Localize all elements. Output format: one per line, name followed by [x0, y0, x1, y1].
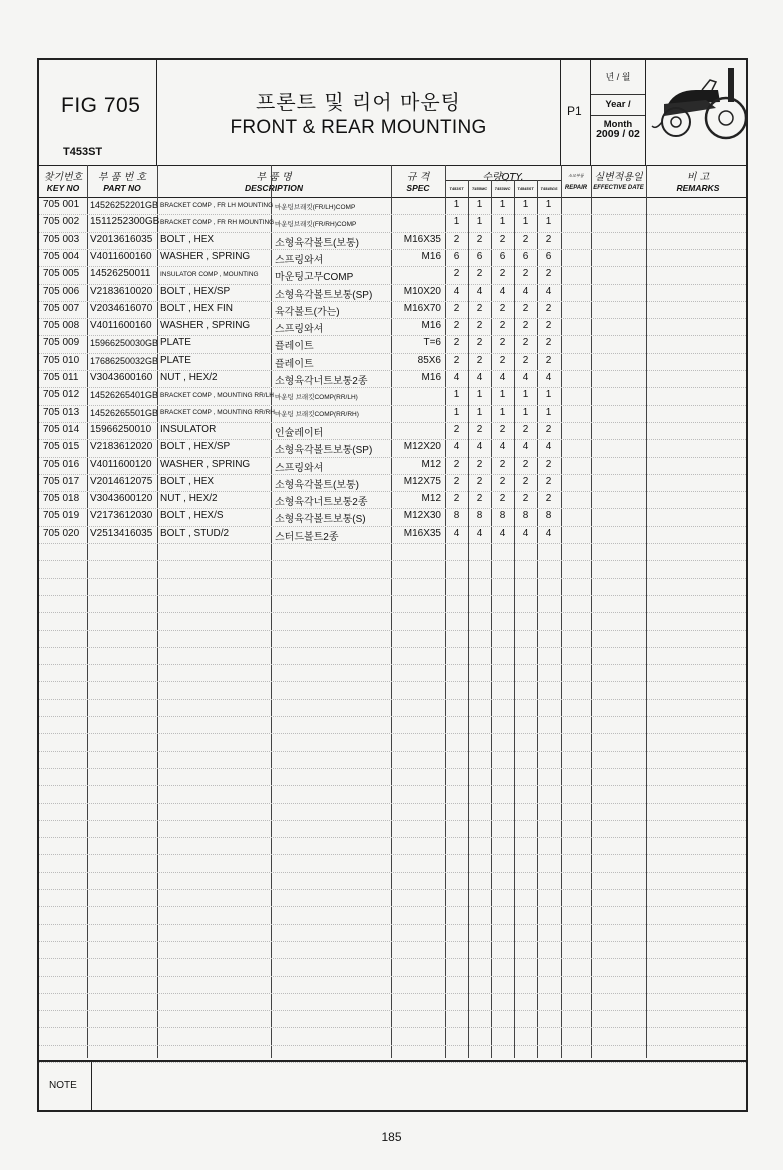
qty-value: 2 [522, 302, 529, 314]
qty-value: 2 [545, 493, 552, 505]
col-eff-en: EFFECTIVE DATE [593, 185, 644, 191]
page-number: 185 [381, 1130, 402, 1144]
part-no: 17686250032GB [90, 355, 159, 366]
qty-value: 2 [499, 268, 506, 280]
key-no: 705 018 [43, 493, 80, 505]
qty-value: 2 [453, 302, 460, 314]
table-row [39, 214, 746, 231]
key-no: 705 020 [43, 527, 80, 539]
qty-value: 4 [522, 372, 529, 383]
col-qty-model-2: T455MC [471, 186, 488, 191]
qty-value: 2 [453, 423, 460, 435]
col-desc-kr: 부 품 명 [256, 172, 292, 183]
spec: M10X20 [403, 285, 441, 297]
part-no: V2513416035 [90, 527, 153, 539]
description: BOLT , HEX FIN [160, 302, 233, 314]
description-korean: 소형육각볼트보통(SP) [275, 289, 373, 301]
col-key-en: KEY NO [46, 183, 80, 193]
date-box [591, 60, 646, 165]
qty-value: 2 [545, 458, 552, 470]
qty-value: 2 [476, 233, 483, 245]
qty-value: 2 [545, 337, 552, 349]
qty-value: 2 [476, 337, 483, 349]
qty-value: 4 [476, 372, 483, 383]
qty-value: 2 [522, 458, 529, 470]
qty-value: 2 [522, 268, 529, 280]
spec: M16X70 [403, 302, 441, 314]
table-row [39, 439, 746, 456]
table-row [39, 405, 746, 422]
part-no: V4011600120 [90, 458, 152, 470]
qty-value: 2 [545, 233, 552, 245]
table-row [39, 284, 746, 301]
key-no: 705 001 [43, 199, 80, 210]
parts-sheet [37, 58, 748, 1112]
title-korean: 프론트 및 리어 마운팅 [256, 90, 461, 114]
spec: M12X30 [403, 510, 441, 522]
qty-value: 2 [476, 475, 483, 487]
table-row [39, 491, 746, 508]
qty-value: 2 [499, 493, 506, 505]
key-no: 705 013 [43, 406, 80, 418]
description: NUT , HEX/2 [160, 372, 218, 383]
qty-value: 4 [545, 285, 552, 297]
qty-value: 1 [499, 216, 506, 228]
description-korean: 소형육각볼트보통(SP) [275, 445, 373, 457]
qty-value: 2 [499, 302, 506, 314]
spec: T=6 [423, 337, 441, 349]
qty-value: 2 [499, 458, 506, 470]
part-no: 15966250030GB [90, 338, 159, 349]
qty-value: 6 [499, 250, 506, 262]
qty-value: 2 [545, 354, 552, 366]
spec: M12X20 [403, 441, 441, 453]
qty-value: 6 [545, 250, 552, 262]
qty-value: 6 [476, 250, 483, 262]
year-month-kr: 년 / 월 [605, 72, 631, 82]
description-korean: 스프링와셔 [275, 462, 324, 474]
page-label: P1 [567, 104, 582, 118]
qty-value: 4 [476, 285, 483, 297]
part-no: 14526265501GB [90, 407, 159, 418]
spec: M16X35 [403, 527, 441, 539]
page-box [561, 60, 591, 165]
description: BOLT , HEX/SP [160, 285, 231, 297]
qty-value: 2 [522, 233, 529, 245]
description: NUT , HEX/2 [160, 493, 218, 505]
col-qty-model-5: T4545GS [540, 186, 558, 191]
qty-value: 2 [545, 475, 552, 487]
table-row [39, 353, 746, 370]
part-no: V2013616035 [90, 233, 153, 245]
key-no: 705 017 [43, 475, 80, 487]
title-english: FRONT & REAR MOUNTING [230, 117, 487, 138]
qty-value: 4 [453, 285, 460, 297]
table-row [39, 370, 746, 387]
description-korean: 마운팅고무COMP [275, 272, 354, 284]
qty-value: 2 [453, 354, 460, 366]
description: BRACKET COMP , FR RH MOUNTING [160, 218, 275, 226]
key-no: 705 008 [43, 320, 80, 332]
description: PLATE [160, 337, 191, 349]
qty-value: 1 [522, 389, 529, 401]
description-korean: 플레이트 [275, 358, 314, 370]
qty-value: 2 [499, 354, 506, 366]
description-korean: 인슐레이터 [275, 427, 324, 439]
qty-value: 6 [453, 250, 460, 262]
qty-value: 4 [545, 372, 552, 383]
qty-value: 1 [522, 406, 529, 418]
description-korean: 소형육각너트보통2종 [275, 497, 368, 509]
table-row [39, 474, 746, 491]
qty-value: 4 [522, 527, 529, 539]
description-korean: 스프링와셔 [275, 324, 324, 336]
title-box [157, 60, 561, 165]
tractor-icon [646, 60, 750, 165]
qty-value: 2 [545, 302, 552, 314]
date-value: 2009 / 02 [596, 128, 640, 140]
col-qty-kr: 수량QTY. [482, 172, 524, 183]
part-no: V2014612075 [90, 475, 153, 487]
spec: M16 [421, 372, 441, 383]
col-eff-kr: 실변적용일 [594, 172, 643, 183]
key-no: 705 002 [43, 216, 80, 228]
qty-value: 1 [476, 389, 483, 401]
key-no: 705 005 [43, 268, 80, 280]
qty-value: 1 [545, 406, 552, 418]
description: BOLT , HEX [160, 233, 215, 245]
col-repair-kr: 소모부품 [568, 173, 584, 178]
qty-value: 2 [499, 337, 506, 349]
qty-value: 2 [522, 337, 529, 349]
qty-value: 8 [453, 510, 460, 522]
qty-value: 2 [453, 458, 460, 470]
description: BRACKET COMP , MOUNTING RR/LH [160, 391, 274, 399]
qty-value: 2 [453, 475, 460, 487]
qty-value: 2 [545, 423, 552, 435]
qty-value: 2 [499, 320, 506, 332]
col-spec-en: SPEC [406, 183, 430, 193]
qty-value: 4 [499, 527, 506, 539]
description: WASHER , SPRING [160, 458, 251, 470]
qty-value: 4 [453, 441, 460, 453]
qty-value: 8 [499, 510, 506, 522]
table-row [39, 422, 746, 439]
qty-value: 2 [499, 233, 506, 245]
figure-number: FIG 705 [61, 94, 141, 117]
spec: M16X35 [403, 233, 441, 245]
description: WASHER , SPRING [160, 250, 251, 262]
description: PLATE [160, 354, 191, 366]
qty-value: 1 [453, 389, 460, 401]
key-no: 705 011 [43, 372, 79, 383]
qty-value: 4 [453, 372, 460, 383]
qty-value: 1 [522, 216, 529, 228]
col-qty-model-4: T4545ST [517, 186, 534, 191]
description-korean: 스프링와셔 [275, 254, 324, 266]
part-no: V3043600160 [90, 372, 153, 383]
key-no: 705 003 [43, 233, 80, 245]
qty-value: 1 [453, 216, 460, 228]
key-no: 705 009 [43, 337, 80, 349]
part-no: V4011600160 [90, 250, 152, 262]
qty-value: 2 [476, 493, 483, 505]
qty-value: 4 [522, 285, 529, 297]
col-qty-model-1: T453ST [449, 186, 464, 191]
table-row [39, 232, 746, 249]
qty-value: 2 [476, 320, 483, 332]
qty-value: 4 [545, 441, 552, 453]
qty-value: 1 [545, 216, 552, 228]
qty-value: 1 [476, 406, 483, 418]
key-no: 705 006 [43, 285, 80, 297]
qty-value: 4 [476, 527, 483, 539]
description: BRACKET COMP , MOUNTING RR/RH [160, 409, 275, 417]
table-row [39, 249, 746, 266]
year-month-en: Year / Month [591, 94, 645, 116]
part-no: V2173612030 [90, 510, 153, 522]
qty-value: 2 [522, 475, 529, 487]
qty-value: 2 [522, 320, 529, 332]
qty-value: 4 [453, 527, 460, 539]
tractor-illustration [646, 60, 750, 165]
key-no: 705 014 [43, 423, 80, 435]
qty-value: 2 [476, 302, 483, 314]
qty-value: 2 [453, 233, 460, 245]
spec: 85X6 [417, 354, 441, 366]
qty-value: 1 [476, 216, 483, 228]
qty-value: 1 [545, 389, 552, 401]
description: BOLT , HEX/SP [160, 441, 231, 453]
description: BOLT , STUD/2 [160, 527, 230, 539]
qty-value: 2 [499, 423, 506, 435]
col-qty-model-3: T453WC [494, 186, 511, 191]
qty-value: 4 [499, 285, 506, 297]
table-row [39, 266, 746, 283]
qty-value: 2 [453, 268, 460, 280]
col-spec-kr: 규 격 [406, 172, 430, 183]
part-no: 15966250010 [90, 423, 152, 435]
description-korean: 마운팅브래킷(FR/RH)COMP [275, 220, 357, 228]
qty-value: 2 [522, 423, 529, 435]
spec: M16 [421, 320, 441, 332]
description-korean: 소형육각볼트보통(S) [275, 514, 366, 526]
part-no: 1511252300GB [90, 216, 160, 228]
description-korean: 마운팅 브래킷COMP(RR/LH) [275, 393, 358, 401]
key-no: 705 007 [43, 302, 80, 314]
qty-value: 1 [499, 406, 506, 418]
qty-value: 8 [476, 510, 483, 522]
qty-value: 2 [453, 337, 460, 349]
description-korean: 플레이트 [275, 341, 314, 353]
qty-value: 2 [453, 493, 460, 505]
qty-value: 2 [476, 458, 483, 470]
qty-value: 2 [522, 493, 529, 505]
qty-value: 2 [453, 320, 460, 332]
description-korean: 소형육각볼트(보통) [275, 237, 359, 249]
part-no: V4011600160 [90, 320, 152, 332]
qty-value: 2 [476, 354, 483, 366]
spec: M12X75 [403, 475, 441, 487]
qty-value: 8 [545, 510, 552, 522]
description-korean: 마운팅브래킷(FR/LH)COMP [275, 203, 356, 211]
col-remarks-en: REMARKS [676, 183, 720, 193]
table-row [39, 197, 746, 214]
description-korean: 마운팅 브래킷COMP(RR/RH) [275, 411, 359, 419]
spec: M12 [421, 493, 441, 505]
qty-value: 2 [545, 320, 552, 332]
model-code: T453ST [63, 146, 103, 158]
description: WASHER , SPRING [160, 320, 251, 332]
note-label: NOTE [49, 1080, 77, 1091]
col-remarks-kr: 비 고 [686, 172, 710, 183]
qty-value: 2 [522, 354, 529, 366]
qty-value: 6 [522, 250, 529, 262]
description: INSULATOR COMP , MOUNTING [160, 270, 259, 278]
qty-value: 4 [545, 527, 552, 539]
part-no: 14526250011 [90, 268, 151, 280]
spec: M12 [421, 458, 441, 470]
key-no: 705 016 [43, 458, 80, 470]
qty-value: 2 [476, 268, 483, 280]
qty-value: 1 [453, 199, 460, 210]
qty-value: 4 [499, 441, 506, 453]
qty-value: 1 [453, 406, 460, 418]
table-row [39, 457, 746, 474]
col-part-en: PART NO [103, 183, 141, 193]
column-headers [39, 165, 746, 198]
qty-value: 1 [499, 199, 506, 210]
qty-value: 4 [499, 372, 506, 383]
part-no: V2183612020 [90, 441, 153, 453]
description-korean: 육각볼트(가는) [275, 306, 340, 318]
key-no: 705 004 [43, 250, 80, 262]
part-no: V2183610020 [90, 285, 153, 297]
description-korean: 스터드볼트2종 [275, 531, 339, 543]
qty-value: 1 [522, 199, 529, 210]
qty-value: 1 [476, 199, 483, 210]
part-no: V2034616070 [90, 302, 153, 314]
figure-box [39, 60, 157, 165]
table-row [39, 526, 746, 543]
table-row [39, 387, 746, 404]
qty-value: 2 [545, 268, 552, 280]
sheet-header [39, 60, 746, 166]
col-part-kr: 부 품 번 호 [97, 172, 147, 183]
spec: M16 [421, 250, 441, 262]
qty-value: 2 [476, 423, 483, 435]
qty-value: 2 [499, 475, 506, 487]
description: INSULATOR [160, 423, 217, 435]
col-key-kr: 찾기번호 [43, 172, 83, 183]
description-korean: 소형육각너트보통2종 [275, 376, 368, 387]
table-row [39, 318, 746, 335]
description: BRACKET COMP , FR LH MOUNTING [160, 201, 274, 209]
col-repair-en: REPAIR [564, 185, 588, 191]
key-no: 705 010 [43, 354, 80, 366]
key-no: 705 015 [43, 441, 80, 453]
part-no: 14526265401GB [90, 390, 159, 401]
qty-value: 4 [522, 441, 529, 453]
part-no: V3043600120 [90, 493, 153, 505]
note-box [39, 1060, 92, 1112]
key-no: 705 012 [43, 389, 80, 401]
part-no: 14526252201GB [90, 200, 159, 210]
table-row [39, 335, 746, 352]
qty-value: 1 [545, 199, 552, 210]
qty-value: 1 [499, 389, 506, 401]
description: BOLT , HEX/S [160, 510, 224, 522]
qty-value: 8 [522, 510, 529, 522]
description: BOLT , HEX [160, 475, 215, 487]
description-korean: 소형육각볼트(보통) [275, 479, 359, 491]
qty-value: 4 [476, 441, 483, 453]
table-row [39, 508, 746, 525]
key-no: 705 019 [43, 510, 80, 522]
table-row [39, 301, 746, 318]
col-desc-en: DESCRIPTION [244, 183, 304, 193]
